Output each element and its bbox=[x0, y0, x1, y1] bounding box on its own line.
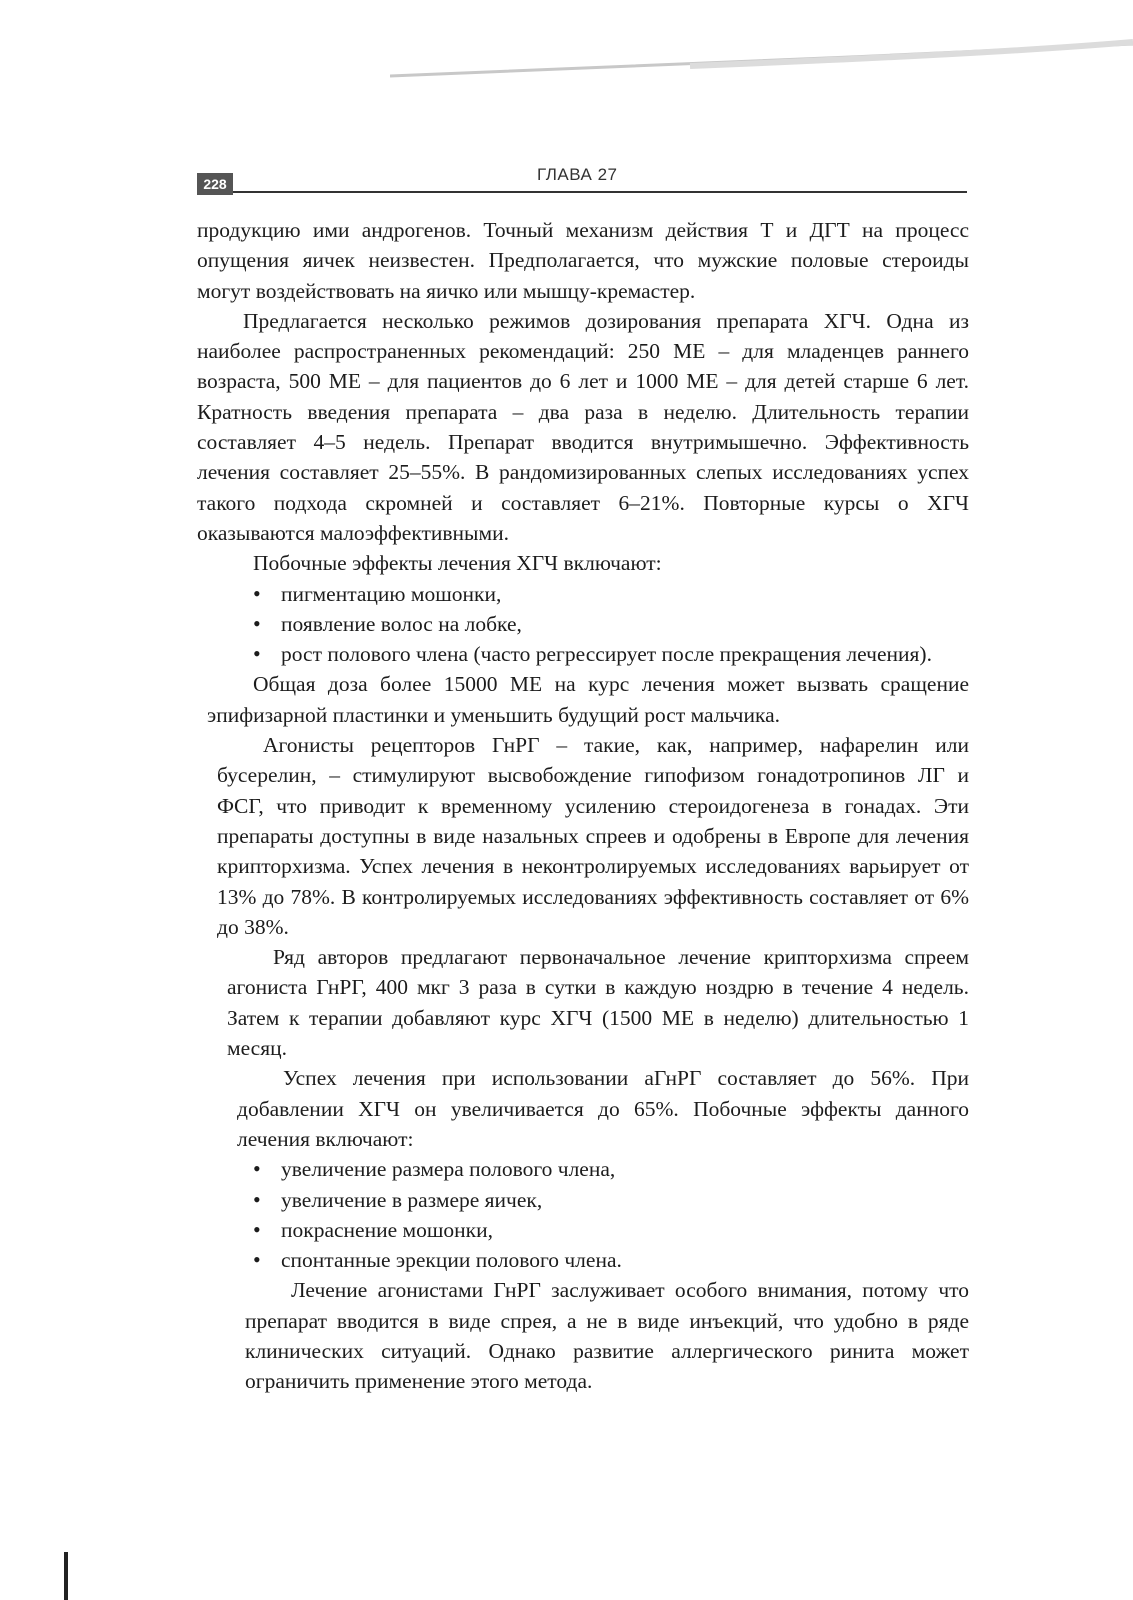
list-item: • появление волос на лобке, bbox=[253, 609, 969, 639]
side-effects-list bbox=[197, 579, 969, 670]
list-item: • пигментацию мошонки, bbox=[253, 579, 969, 609]
page-number: 228 bbox=[197, 173, 233, 195]
paragraph: Агонисты рецепторов ГнРГ – такие, как, например, нафарелин или бусерелин, – стимулируют высвобождение гипофизом гонадотропинов ЛГ и ФСГ, что приводит к временному усилению стероидогенеза в гонадах. Эти препараты доступны в виде назальных спреев и одобрены в Европе для лечения крипторхизма. Успех лечения в неконтролируемых исследованиях варьирует от 13% до 78%. В контролируемых исследованиях эффективность составляет от 6% до 38%. bbox=[217, 733, 969, 939]
scan-page-edge bbox=[390, 38, 1133, 78]
paragraph: Лечение агонистами ГнРГ заслуживает особого внимания, потому что препарат вводится в виде спрея, а не в виде инъекций, что удобно в ряде клинических ситуаций. Однако развитие аллергического ринита может ограничить применение этого метода. bbox=[245, 1278, 969, 1394]
paragraph: Предлагается несколько режимов дозирования препарата ХГЧ. Одна из наиболее распространенных рекомендаций: 250 МЕ – для младенцев раннего возраста, 500 МЕ – для пациентов до 6 лет и 1000 МЕ – для детей старше 6 лет. Кратность введения препарата – два раза в неделю. Длительность терапии составляет 4–5 недель. Препарат вводится внутримышечно. Эффективность лечения составляет 25–55%. В рандомизированных слепых исследованиях успех такого подхода скромней и составляет 6–21%. Повторные курсы о ХГЧ оказываются малоэффективными. bbox=[197, 308, 969, 545]
header-rule bbox=[233, 191, 967, 193]
list-item: • спонтанные эрекции полового члена. bbox=[253, 1245, 969, 1275]
body-text bbox=[197, 215, 969, 1397]
paragraph: Ряд авторов предлагают первоначальное лечение крипторхизма спреем агониста ГнРГ, 400 мкг 3 раза в сутки в каждую ноздрю в течение 4 недель. Затем к терапии добавляют курс ХГЧ (1500 МЕ в неделю) длительностью 1 месяц. bbox=[227, 945, 969, 1061]
list-item: • покраснение мошонки, bbox=[253, 1215, 969, 1245]
chapter-title: ГЛАВА 27 bbox=[537, 165, 618, 184]
paragraph: Общая доза более 15000 МЕ на курс лечения может вызвать сращение эпифизарной пластинки и уменьшить будущий рост мальчика. bbox=[207, 672, 969, 727]
page-header bbox=[197, 165, 967, 197]
book-spine-shadow bbox=[64, 1552, 68, 1600]
list-item: • увеличение размера полового члена, bbox=[253, 1154, 969, 1184]
list-item: • увеличение в размере яичек, bbox=[253, 1185, 969, 1215]
agonist-side-effects-list bbox=[197, 1154, 969, 1275]
paragraph: Побочные эффекты лечения ХГЧ включают: bbox=[253, 551, 662, 576]
paragraph: продукцию ими андрогенов. Точный механизм действия Т и ДГТ на процесс опущения яичек неизвестен. Предполагается, что мужские половые стероиды могут воздействовать на яичко или мышцу-кремастер. bbox=[197, 218, 969, 303]
list-item: • рост полового члена (часто регрессирует после прекращения лечения). bbox=[253, 639, 969, 669]
paragraph: Успех лечения при использовании аГнРГ составляет до 56%. При добавлении ХГЧ он увеличивается до 65%. Побочные эффекты данного лечения включают: bbox=[237, 1066, 969, 1151]
